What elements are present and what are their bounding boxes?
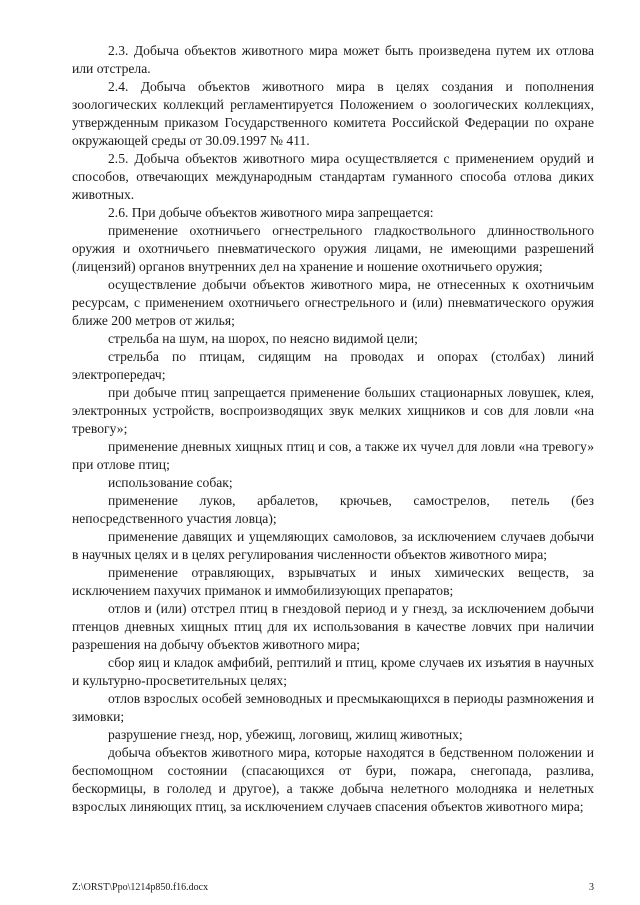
prohibition-item: применение луков, арбалетов, крючьев, самострелов, петель (без непосредственного участия ловца); — [72, 493, 594, 526]
prohibition-item: применение отравляющих, взрывчатых и иных химических веществ, за исключением пахучих приманок и иммобилизующих препаратов; — [72, 565, 594, 598]
prohibition-item: стрельба по птицам, сидящим на проводах и опорах (столбах) линий электропередач; — [72, 349, 594, 382]
paragraph-2-3: 2.3. Добыча объектов животного мира может быть произведена путем их отлова или отстрела. — [72, 43, 594, 76]
footer-file-path: Z:\ORST\Ppo\1214p850.f16.docx — [72, 882, 209, 893]
paragraph-2-4: 2.4. Добыча объектов животного мира в целях создания и пополнения зоологических коллекций регламентируется Положением о зоологических коллекциях, утвержденным приказом Государственного комитета Российской Федерации по охране окружающей среды от 30.09.1997 № 411. — [72, 79, 594, 148]
paragraph-2-5: 2.5. Добыча объектов животного мира осуществляется с применением орудий и способов, отвечающих международным стандартам гуманного способа отлова диких животных. — [72, 151, 594, 202]
prohibition-item: использование собак; — [108, 475, 233, 490]
prohibition-item: сбор яиц и кладок амфибий, рептилий и птиц, кроме случаев их изъятия в научных и культурно-просветительных целях; — [72, 655, 594, 688]
prohibition-item: добыча объектов животного мира, которые находятся в бедственном положении и беспомощном состоянии (спасающихся от бури, пожара, снегопада, разлива, бескормицы, в гололед и другое), а также добыча нелетного молодняка и нелетных взрослых линяющих птиц, за исключением случаев спасения объектов животного мира; — [72, 745, 594, 814]
document-body — [72, 42, 594, 816]
prohibition-item: применение охотничьего огнестрельного гладкоствольного длинноствольного оружия и охотничьего пневматического оружия лицами, не имеющими разрешений (лицензий) органов внутренних дел на хранение и ношение охотничьего оружия; — [72, 223, 594, 274]
prohibition-item: применение давящих и ущемляющих самоловов, за исключением случаев добычи в научных целях и в целях регулирования численности объектов животного мира; — [72, 529, 594, 562]
prohibition-item: осуществление добычи объектов животного мира, не отнесенных к охотничьим ресурсам, с применением охотничьего огнестрельного и (или) пневматического оружия ближе 200 метров от жилья; — [72, 277, 594, 328]
paragraph-2-6: 2.6. При добыче объектов животного мира запрещается: — [108, 205, 434, 220]
prohibition-item: стрельба на шум, на шорох, по неясно видимой цели; — [108, 331, 418, 346]
prohibition-item: при добыче птиц запрещается применение больших стационарных ловушек, клея, электронных устройств, воспроизводящих звук мелких хищников и сов для ловли «на тревогу»; — [72, 385, 594, 436]
prohibition-item: разрушение гнезд, нор, убежищ, логовищ, жилищ животных; — [108, 727, 463, 742]
prohibition-item: применение дневных хищных птиц и сов, а также их чучел для ловли «на тревогу» при отлове птиц; — [72, 439, 594, 472]
prohibition-item: отлов и (или) отстрел птиц в гнездовой период и у гнезд, за исключением добычи птенцов дневных хищных птиц для их использования в качестве ловчих при наличии разрешения на добычу объектов животного мира; — [72, 601, 594, 652]
prohibition-item: отлов взрослых особей земноводных и пресмыкающихся в периоды размножения и зимовки; — [72, 691, 594, 724]
footer-page-number: 3 — [589, 882, 594, 893]
